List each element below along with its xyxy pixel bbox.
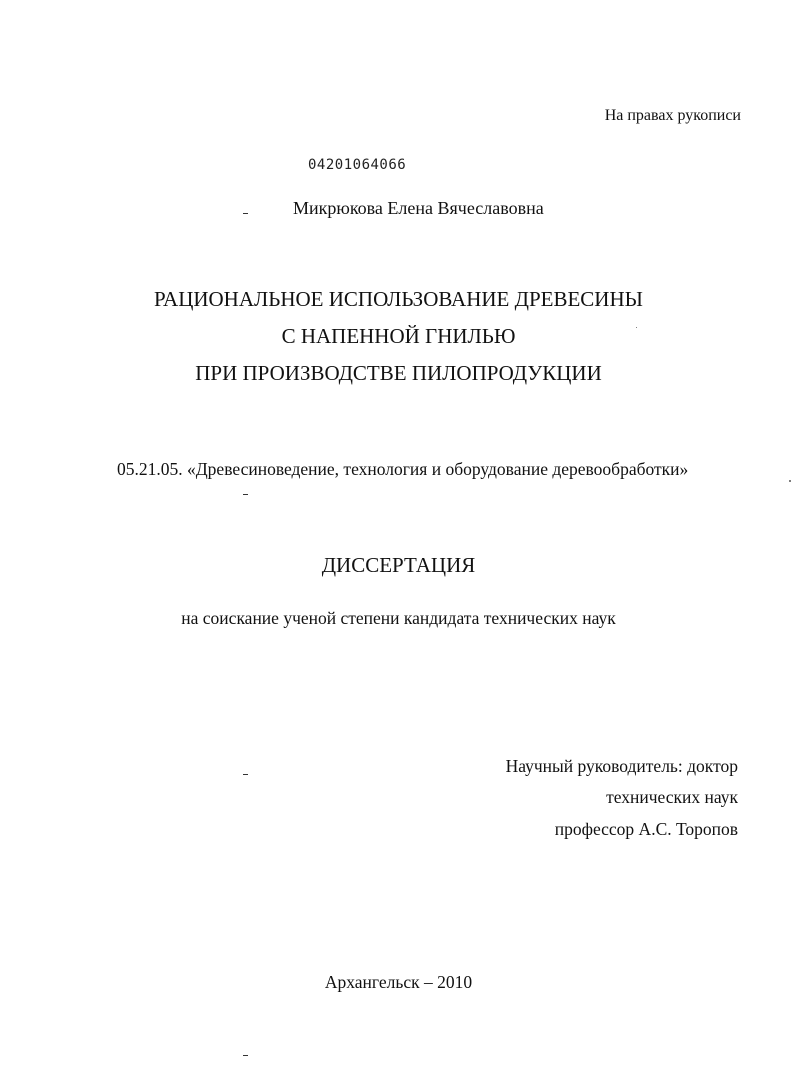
scan-speck — [789, 480, 791, 482]
city-year: Архангельск – 2010 — [324, 972, 473, 992]
catalog-code: 04201064066 — [308, 157, 407, 173]
supervisor-line-1: Научный руководитель: доктор — [505, 756, 738, 776]
scan-mark — [243, 494, 248, 495]
supervisor-line-2: технических наук — [606, 787, 738, 807]
supervisor-line-3: профессор А.С. Торопов — [554, 819, 738, 839]
specialty-code: 05.21.05. «Древесиноведение, технология и оборудование деревообработки» — [117, 459, 689, 479]
degree-line: на соискание ученой степени кандидата технических наук — [181, 608, 616, 628]
title-line-1: РАЦИОНАЛЬНОЕ ИСПОЛЬЗОВАНИЕ ДРЕВЕСИНЫ — [154, 287, 643, 311]
scan-speck — [636, 327, 637, 328]
author-name: Микрюкова Елена Вячеславовна — [293, 198, 544, 218]
scan-mark — [243, 774, 248, 775]
scan-mark — [243, 213, 248, 214]
rights-note: На правах рукописи — [604, 107, 741, 124]
title-line-3: ПРИ ПРОИЗВОДСТВЕ ПИЛОПРОДУКЦИИ — [195, 361, 602, 385]
scan-mark — [243, 1055, 248, 1056]
title-line-2: С НАПЕННОЙ ГНИЛЬЮ — [281, 324, 516, 348]
document-type: ДИССЕРТАЦИЯ — [321, 553, 476, 577]
